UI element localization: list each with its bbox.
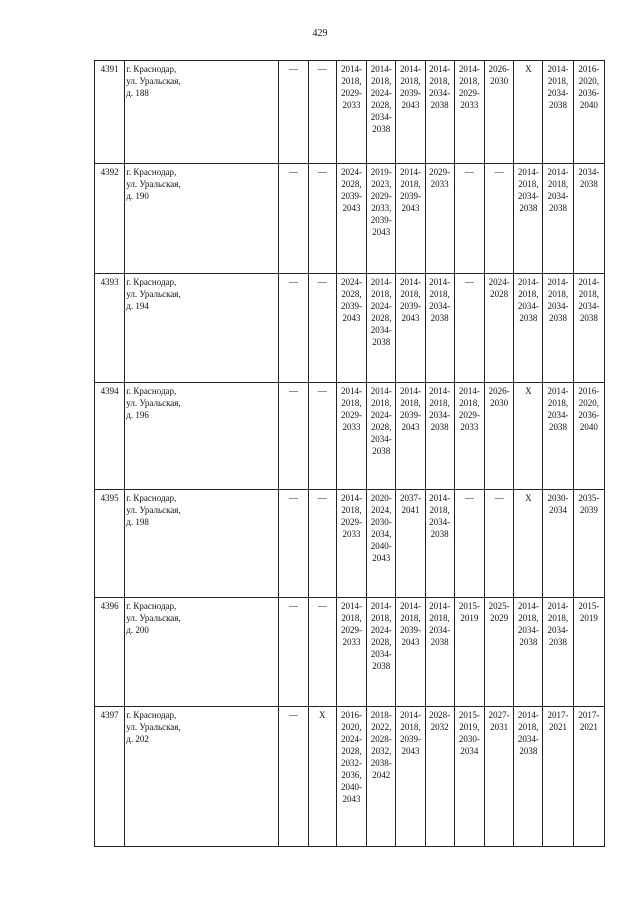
table-row bbox=[95, 490, 605, 598]
row-number: 4395 bbox=[95, 490, 125, 598]
schedule-cell: 2014- 2018, 2029- 2033 bbox=[454, 383, 484, 490]
schedule-cell: — bbox=[454, 274, 484, 383]
schedule-cell: — bbox=[279, 707, 308, 847]
schedule-cell: 2014- 2018, 2039- 2043 bbox=[396, 61, 425, 164]
schedule-cell: 2014- 2018, 2024- 2028, 2034- 2038 bbox=[367, 598, 396, 707]
schedule-cell: 2024- 2028, 2039- 2043 bbox=[336, 274, 366, 383]
schedule-cell: 2014- 2018, 2034- 2038 bbox=[543, 383, 573, 490]
schedule-cell: 2014- 2018, 2029- 2033 bbox=[336, 383, 366, 490]
schedule-cell: — bbox=[279, 490, 308, 598]
schedule-cell: 2020- 2024, 2030- 2034, 2040- 2043 bbox=[367, 490, 396, 598]
address-cell: г. Краснодар, ул. Уральская, д. 200 bbox=[125, 598, 279, 707]
schedule-cell: — bbox=[279, 598, 308, 707]
schedule-cell: 2014- 2018, 2029- 2033 bbox=[336, 598, 366, 707]
schedule-cell: 2014- 2018, 2034- 2038 bbox=[425, 61, 454, 164]
schedule-cell: 2014- 2018, 2034- 2038 bbox=[543, 274, 573, 383]
schedule-cell: 2024- 2028 bbox=[485, 274, 514, 383]
schedule-cell: 2019- 2023, 2029- 2033, 2039- 2043 bbox=[367, 164, 396, 274]
row-number: 4392 bbox=[95, 164, 125, 274]
schedule-cell: 2029- 2033 bbox=[425, 164, 454, 274]
schedule-cell: 2015- 2019 bbox=[454, 598, 484, 707]
schedule-cell: 2014- 2018, 2039- 2043 bbox=[396, 383, 425, 490]
table-row bbox=[95, 383, 605, 490]
schedule-cell: 2014- 2018, 2024- 2028, 2034- 2038 bbox=[367, 274, 396, 383]
table-row bbox=[95, 598, 605, 707]
schedule-cell: 2014- 2018, 2039- 2043 bbox=[396, 707, 425, 847]
schedule-cell: X bbox=[514, 61, 543, 164]
schedule-cell: — bbox=[308, 598, 336, 707]
address-cell: г. Краснодар, ул. Уральская, д. 190 bbox=[125, 164, 279, 274]
schedule-cell: 2024- 2028, 2039- 2043 bbox=[336, 164, 366, 274]
row-number: 4397 bbox=[95, 707, 125, 847]
schedule-cell: — bbox=[485, 490, 514, 598]
page-number: 429 bbox=[312, 28, 328, 39]
schedule-cell: 2025- 2029 bbox=[485, 598, 514, 707]
row-number: 4396 bbox=[95, 598, 125, 707]
row-number: 4393 bbox=[95, 274, 125, 383]
schedule-cell: 2014- 2018, 2039- 2043 bbox=[396, 274, 425, 383]
table-row bbox=[95, 164, 605, 274]
address-cell: г. Краснодар, ул. Уральская, д. 194 bbox=[125, 274, 279, 383]
address-cell: г. Краснодар, ул. Уральская, д. 196 bbox=[125, 383, 279, 490]
schedule-cell: 2027- 2031 bbox=[485, 707, 514, 847]
address-cell: г. Краснодар, ул. Уральская, д. 188 bbox=[125, 61, 279, 164]
schedule-cell: 2014- 2018, 2034- 2038 bbox=[514, 598, 543, 707]
schedule-cell: 2014- 2018, 2034- 2038 bbox=[543, 164, 573, 274]
schedule-cell: 2014- 2018, 2029- 2033 bbox=[336, 490, 366, 598]
schedule-cell: X bbox=[308, 707, 336, 847]
schedule-cell: 2014- 2018, 2029- 2033 bbox=[454, 61, 484, 164]
schedule-cell: 2014- 2018, 2039- 2043 bbox=[396, 598, 425, 707]
schedule-cell: 2015- 2019 bbox=[573, 598, 604, 707]
schedule-cell: X bbox=[514, 490, 543, 598]
address-cell: г. Краснодар, ул. Уральская, д. 198 bbox=[125, 490, 279, 598]
schedule-cell: 2014- 2018, 2034- 2038 bbox=[543, 598, 573, 707]
schedule-cell: — bbox=[454, 490, 484, 598]
schedule-cell: 2035- 2039 bbox=[573, 490, 604, 598]
schedule-cell: 2028- 2032 bbox=[425, 707, 454, 847]
schedule-cell: 2014- 2018, 2024- 2028, 2034- 2038 bbox=[367, 61, 396, 164]
schedule-cell: — bbox=[308, 61, 336, 164]
schedule-cell: 2037- 2041 bbox=[396, 490, 425, 598]
schedule-cell: 2026- 2030 bbox=[485, 61, 514, 164]
schedule-cell: 2014- 2018, 2024- 2028, 2034- 2038 bbox=[367, 383, 396, 490]
row-number: 4394 bbox=[95, 383, 125, 490]
schedule-cell: 2014- 2018, 2034- 2038 bbox=[425, 274, 454, 383]
schedule-cell: — bbox=[279, 164, 308, 274]
schedule-cell: 2018- 2022, 2028- 2032, 2038- 2042 bbox=[367, 707, 396, 847]
schedule-cell: 2016- 2020, 2036- 2040 bbox=[573, 61, 604, 164]
schedule-cell: 2014- 2018, 2034- 2038 bbox=[425, 383, 454, 490]
schedule-cell: X bbox=[514, 383, 543, 490]
schedule-cell: 2015- 2019, 2030- 2034 bbox=[454, 707, 484, 847]
schedule-cell: — bbox=[454, 164, 484, 274]
schedule-cell: — bbox=[308, 274, 336, 383]
schedule-cell: 2016- 2020, 2024- 2028, 2032- 2036, 2040- 2043 bbox=[336, 707, 366, 847]
schedule-cell: — bbox=[308, 490, 336, 598]
schedule-cell: 2014- 2018, 2034- 2038 bbox=[573, 274, 604, 383]
schedule-cell: 2014- 2018, 2039- 2043 bbox=[396, 164, 425, 274]
schedule-cell: 2017- 2021 bbox=[543, 707, 573, 847]
table-row bbox=[95, 274, 605, 383]
schedule-cell: 2014- 2018, 2034- 2038 bbox=[514, 707, 543, 847]
schedule-cell: 2014- 2018, 2034- 2038 bbox=[425, 490, 454, 598]
address-cell: г. Краснодар, ул. Уральская, д. 202 bbox=[125, 707, 279, 847]
schedule-cell: 2017- 2021 bbox=[573, 707, 604, 847]
schedule-cell: — bbox=[308, 383, 336, 490]
schedule-cell: 2014- 2018, 2034- 2038 bbox=[514, 274, 543, 383]
schedule-cell: 2014- 2018, 2034- 2038 bbox=[514, 164, 543, 274]
schedule-cell: — bbox=[485, 164, 514, 274]
schedule-cell: — bbox=[279, 274, 308, 383]
table-row bbox=[95, 61, 605, 164]
schedule-cell: 2034- 2038 bbox=[573, 164, 604, 274]
schedule-cell: 2014- 2018, 2029- 2033 bbox=[336, 61, 366, 164]
schedule-cell: — bbox=[308, 164, 336, 274]
schedule-cell: — bbox=[279, 61, 308, 164]
schedule-cell: — bbox=[279, 383, 308, 490]
schedule-cell: 2016- 2020, 2036- 2040 bbox=[573, 383, 604, 490]
table-row bbox=[95, 707, 605, 847]
schedule-cell: 2014- 2018, 2034- 2038 bbox=[543, 61, 573, 164]
row-number: 4391 bbox=[95, 61, 125, 164]
schedule-table bbox=[94, 60, 605, 847]
schedule-cell: 2030- 2034 bbox=[543, 490, 573, 598]
schedule-cell: 2014- 2018, 2034- 2038 bbox=[425, 598, 454, 707]
schedule-cell: 2026- 2030 bbox=[485, 383, 514, 490]
